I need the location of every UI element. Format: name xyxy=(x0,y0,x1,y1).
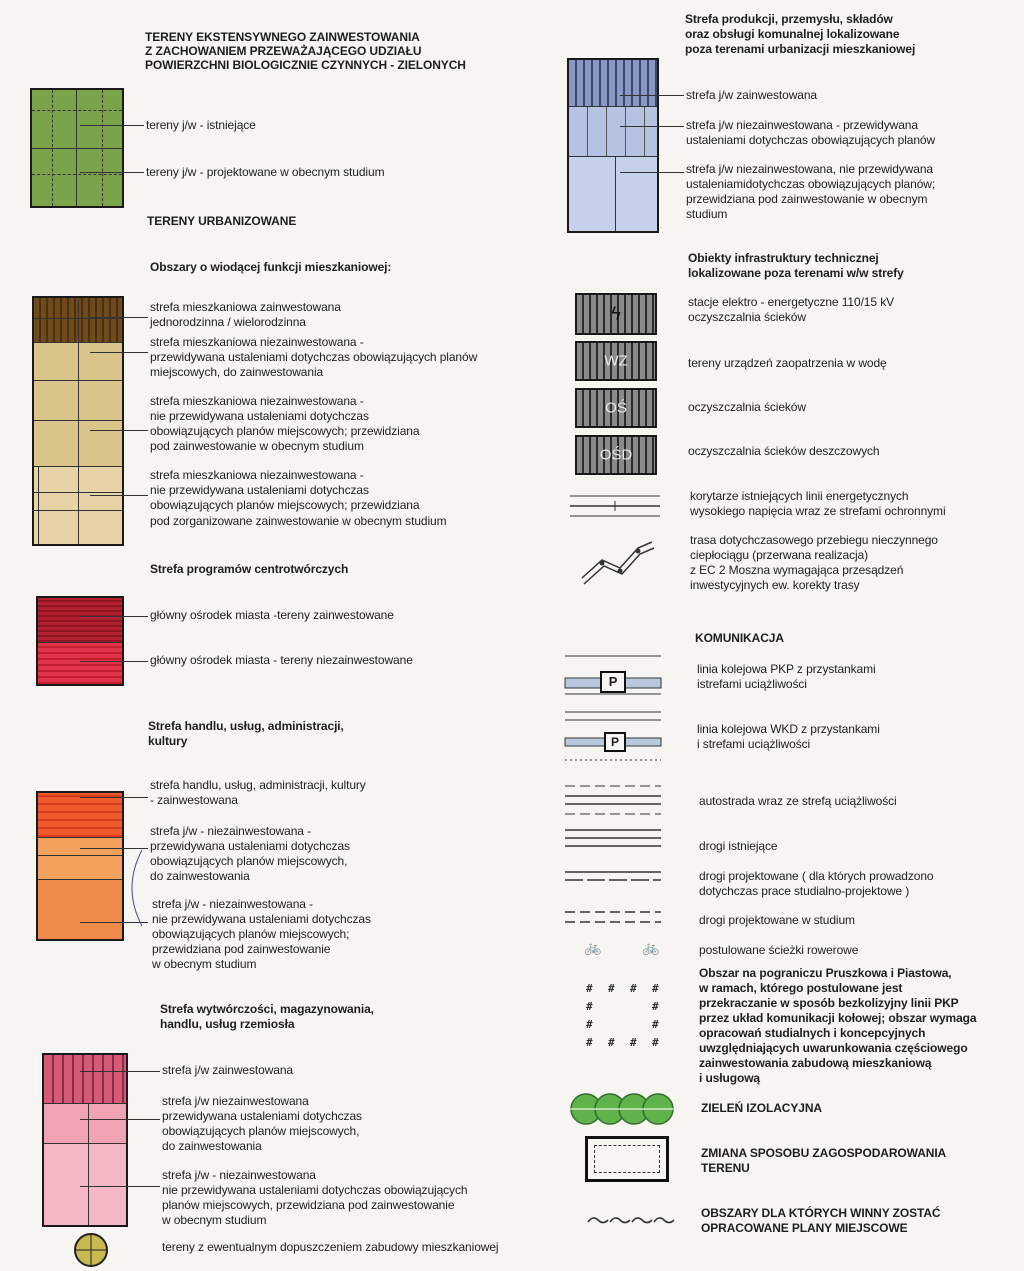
residential-item-2-line-1: strefa mieszkaniowa niezainwestowana - xyxy=(150,335,364,349)
land-use-change-line-2: TERENU xyxy=(701,1161,750,1175)
trade-title-1: Strefa handlu, usług, administracji, xyxy=(148,719,344,733)
residential-item-3-line-1: strefa mieszkaniowa niezainwestowana - xyxy=(150,394,364,408)
border-line-3: przekraczanie w sposób bezkolizyjny linii PKP xyxy=(699,996,959,1010)
residential-item-4-line-2: nie przewidywana ustaleniami dotychczas xyxy=(150,483,369,497)
leader-line xyxy=(620,126,684,127)
infra-item-1-line-2: oczyszczalnia ścieków xyxy=(688,310,806,324)
border-line-7: zainwestowania zabudową mieszkaniową xyxy=(699,1056,932,1070)
projected-roads-symbol xyxy=(565,868,661,888)
local-plans-line-1: OBSZARY DLA KTÓRYCH WINNY ZOSTAĆ xyxy=(701,1206,941,1220)
transport-item-2-line-2: i strefami uciążliwości xyxy=(697,737,811,751)
transport-title: KOMUNIKACJA xyxy=(695,631,784,645)
leader-line xyxy=(80,661,148,662)
leader-line xyxy=(90,495,148,496)
leader-line xyxy=(80,797,148,798)
swatch-central xyxy=(36,596,124,686)
trade-item-3-line-1: strefa j/w - niezainwestowana - xyxy=(152,897,313,911)
central-uninvested-label: główny ośrodek miasta - tereny niezainwestowane xyxy=(150,653,413,667)
leader-line xyxy=(620,95,684,96)
industry-item-3-line-2: ustaleniamidotychczas obowiązujących planów; xyxy=(686,177,936,191)
existing-roads-symbol xyxy=(565,826,661,848)
industry-item-3-line-1: strefa j/w niezainwestowana, nie przewidywana xyxy=(686,162,933,176)
industry-item-3-line-4: studium xyxy=(686,207,728,221)
local-plans-symbol xyxy=(586,1212,672,1228)
central-title: Strefa programów centrotwórczych xyxy=(150,562,349,576)
storm-sewage-code: OŚD xyxy=(599,446,633,464)
green-buffer-symbol xyxy=(570,1092,674,1126)
leader-line xyxy=(620,172,684,173)
trade-item-2-line-2: przewidywana ustaleniami dotychczas xyxy=(150,839,350,853)
infra-item-2: tereny urządzeń zaopatrzenia w wodę xyxy=(688,356,887,370)
extensive-title-2: Z ZACHOWANIEM PRZEWAŻAJĄCEGO UDZIAŁU xyxy=(145,44,422,58)
infra-title-2: lokalizowane poza terenami w/w strefy xyxy=(688,266,904,280)
power-line-corridor-symbol xyxy=(570,492,662,520)
crossing-area-symbol xyxy=(586,982,666,1048)
bicycle-icon: 🚲 xyxy=(584,939,602,955)
storm-sewage-symbol xyxy=(575,435,657,475)
water-supply-code: WZ xyxy=(604,352,628,370)
eventual-residential-symbol xyxy=(70,1232,112,1268)
residential-item-2-line-3: miejscowych, do zainwestowania xyxy=(150,365,324,379)
residential-item-3-line-3: obowiązujących planów miejscowych; przewidziana xyxy=(150,424,420,438)
pkp-parking-icon: P xyxy=(608,674,618,689)
svg-text:#: # xyxy=(630,1036,637,1049)
svg-text:#: # xyxy=(630,982,637,995)
extensive-existing-label: tereny j/w - istniejące xyxy=(146,118,256,132)
infra-item-5-line-2: wysokiego napięcia wraz ze strefami ochronnymi xyxy=(690,504,946,518)
leader-line xyxy=(80,125,144,126)
svg-text:#: # xyxy=(652,1036,659,1049)
trade-item-3-line-2: nie przewidywana ustaleniami dotychczas xyxy=(152,912,371,926)
leader-line xyxy=(90,430,148,431)
residential-item-2-line-2: przewidywana ustaleniami dotychczas obowiązujących planów xyxy=(150,350,478,364)
transport-item-4: drogi istniejące xyxy=(699,839,778,853)
infra-item-6-line-3: z EC 2 Moszna wymagająca przesądzeń xyxy=(690,563,904,577)
infra-item-5-line-1: korytarze istniejących linii energetycznych xyxy=(690,489,909,503)
swatch-green-areas xyxy=(30,88,124,208)
heating-pipeline-symbol xyxy=(580,538,656,586)
sewage-plant-code: OŚ xyxy=(605,399,627,417)
production-item-3-line-1: strefa j/w - niezainwestowana xyxy=(162,1168,316,1182)
transport-item-1-line-2: istrefami uciążliwości xyxy=(697,677,807,691)
leader-line xyxy=(80,1071,160,1072)
residential-item-3-line-4: pod zainwestowanie w obecnym studium xyxy=(150,439,364,453)
residential-item-1-line-1: strefa mieszkaniowa zainwestowana xyxy=(150,300,341,314)
production-item-2-line-3: obowiązujących planów miejscowych, xyxy=(162,1124,360,1138)
wkd-parking-icon: P xyxy=(611,735,619,749)
svg-text:#: # xyxy=(586,1000,593,1013)
green-buffer-label: ZIELEŃ IZOLACYJNA xyxy=(701,1101,822,1115)
swatch-production xyxy=(42,1053,128,1227)
bracket-curve xyxy=(120,848,150,928)
industry-item-3-line-3: przewidziana pod zainwestowanie w obecnym xyxy=(686,192,928,206)
residential-title: Obszary o wiodącej funkcji mieszkaniowej: xyxy=(150,260,392,274)
swatch-trade xyxy=(36,791,124,941)
border-line-1: Obszar na pograniczu Pruszkowa i Piastowa, xyxy=(699,966,952,980)
residential-item-1-line-2: jednorodzinna / wielorodzinna xyxy=(150,315,306,329)
infra-item-6-line-4: inwestycyjnych ew. korekty trasy xyxy=(690,578,860,592)
border-line-8: i usługową xyxy=(699,1071,761,1085)
transport-item-6: drogi projektowane w studium xyxy=(699,913,855,927)
production-item-1: strefa j/w zainwestowana xyxy=(162,1063,293,1077)
infra-item-4: oczyszczalnia ścieków deszczowych xyxy=(688,444,880,458)
urban-title: TERENY URBANIZOWANE xyxy=(147,214,297,228)
bicycle-icon: 🚲 xyxy=(642,939,660,955)
trade-item-3-line-3: obowiązujących planów miejscowych; xyxy=(152,927,350,941)
land-use-change-line-1: ZMIANA SPOSOBU ZAGOSPODAROWANIA xyxy=(701,1146,947,1160)
leader-line xyxy=(90,317,148,318)
transport-item-7: postulowane ścieżki rowerowe xyxy=(699,943,859,957)
production-item-2-line-1: strefa j/w niezainwestowana xyxy=(162,1094,309,1108)
production-item-2-line-4: do zainwestowania xyxy=(162,1139,262,1153)
svg-text:#: # xyxy=(652,1000,659,1013)
border-line-4: przez układ komunikacji kołowej; obszar wymaga xyxy=(699,1011,977,1025)
industry-item-1: strefa j/w zainwestowana xyxy=(686,88,817,102)
trade-title-2: kultury xyxy=(148,734,188,748)
power-station-symbol xyxy=(575,293,657,335)
infra-title-1: Obiekty infrastruktury technicznej xyxy=(688,251,879,265)
svg-text:#: # xyxy=(652,1018,659,1031)
trade-item-2-line-3: obowiązujących planów miejscowych, xyxy=(150,854,348,868)
trade-item-3-line-5: w obecnym studium xyxy=(152,957,257,971)
svg-text:#: # xyxy=(652,982,659,995)
transport-item-5-line-1: drogi projektowane ( dla których prowadzono xyxy=(699,869,934,883)
trade-item-1-line-2: - zainwestowana xyxy=(150,793,238,807)
residential-item-4-line-4: pod zorganizowane zainwestowanie w obecnym studium xyxy=(150,514,447,528)
production-title-1: Strefa wytwórczości, magazynowania, xyxy=(160,1002,374,1016)
water-supply-symbol xyxy=(575,341,657,381)
production-item-3-line-3: planów miejscowych, przewidziana pod zainwestowanie xyxy=(162,1198,455,1212)
infra-item-3: oczyszczalnia ścieków xyxy=(688,400,806,414)
industry-item-2-line-2: ustaleniami dotychczas obowiązujących planów xyxy=(686,133,936,147)
infra-item-6-line-1: trasa dotychczasowego przebiegu nieczynnego xyxy=(690,533,938,547)
infra-item-6-line-2: ciepłociągu (przerwana realizacja) xyxy=(690,548,869,562)
border-line-6: uwzględniających uwarunkowania częściowego xyxy=(699,1041,968,1055)
svg-text:#: # xyxy=(586,1018,593,1031)
residential-item-3-line-2: nie przewidywana ustaleniami dotychczas xyxy=(150,409,369,423)
residential-item-4-line-1: strefa mieszkaniowa niezainwestowana - xyxy=(150,468,364,482)
production-item-2-line-2: przewidywana ustaleniami dotychczas xyxy=(162,1109,362,1123)
production-item-3-line-2: nie przewidywana ustaleniami dotychczas obowiązujących xyxy=(162,1183,468,1197)
swatch-residential xyxy=(32,296,124,546)
transport-item-1-line-1: linia kolejowa PKP z przystankami xyxy=(697,662,876,676)
production-item-3-line-4: w obecnym studium xyxy=(162,1213,267,1227)
leader-line xyxy=(90,352,148,353)
border-line-2: w ramach, którego postulowane jest xyxy=(699,981,903,995)
border-line-5: opracowań studialnych i koncepcyjnych xyxy=(699,1026,926,1040)
extensive-title-1: TERENY EKSTENSYWNEGO ZAINWESTOWANIA xyxy=(145,30,420,44)
industry-item-2-line-1: strefa j/w niezainwestowana - przewidywana xyxy=(686,118,918,132)
infra-item-1-line-1: stacje elektro - energetyczne 110/15 kV xyxy=(688,295,894,309)
svg-text:#: # xyxy=(586,982,593,995)
trade-item-1-line-1: strefa handlu, usług, administracji, kultury xyxy=(150,778,366,792)
swatch-industry xyxy=(567,58,659,233)
central-invested-label: główny ośrodek miasta -tereny zainwestowane xyxy=(150,608,394,622)
eventual-residential-label: tereny z ewentualnym dopuszczeniem zabudowy mieszkaniowej xyxy=(162,1240,499,1254)
local-plans-line-2: OPRACOWANE PLANY MIEJSCOWE xyxy=(701,1221,908,1235)
land-use-change-symbol xyxy=(585,1136,669,1182)
industry-title-1: Strefa produkcji, przemysłu, składów xyxy=(685,12,893,26)
industry-title-2: oraz obsługi komunalnej lokalizowane xyxy=(685,27,900,41)
svg-text:#: # xyxy=(608,982,615,995)
industry-title-3: poza terenami urbanizacji mieszkaniowej xyxy=(685,42,916,56)
lightning-icon: ϟ xyxy=(611,303,621,324)
extensive-projected-label: tereny j/w - projektowane w obecnym studium xyxy=(146,165,385,179)
svg-text:#: # xyxy=(608,1036,615,1049)
studium-roads-symbol xyxy=(565,908,661,928)
trade-item-3-line-4: przewidziana pod zainwestowanie xyxy=(152,942,331,956)
leader-line xyxy=(80,616,148,617)
sewage-plant-symbol xyxy=(575,388,657,428)
trade-item-2-line-1: strefa j/w - niezainwestowana - xyxy=(150,824,311,838)
leader-line xyxy=(80,1186,160,1187)
production-title-2: handlu, usług rzemiosła xyxy=(160,1017,295,1031)
trade-item-2-line-4: do zainwestowania xyxy=(150,869,250,883)
residential-item-4-line-3: obowiązujących planów miejscowych; przewidziana xyxy=(150,498,420,512)
leader-line xyxy=(80,172,144,173)
transport-item-2-line-1: linia kolejowa WKD z przystankami xyxy=(697,722,880,736)
motorway-symbol xyxy=(565,782,661,818)
transport-item-3: autostrada wraz ze strefą uciążliwości xyxy=(699,794,897,808)
leader-line xyxy=(80,1119,160,1120)
extensive-title-3: POWIERZCHNI BIOLOGICZNIE CZYNNYCH - ZIELONYCH xyxy=(145,58,466,72)
transport-item-5-line-2: dotychczas prace studialno-projektowe ) xyxy=(699,884,910,898)
svg-text:#: # xyxy=(586,1036,593,1049)
